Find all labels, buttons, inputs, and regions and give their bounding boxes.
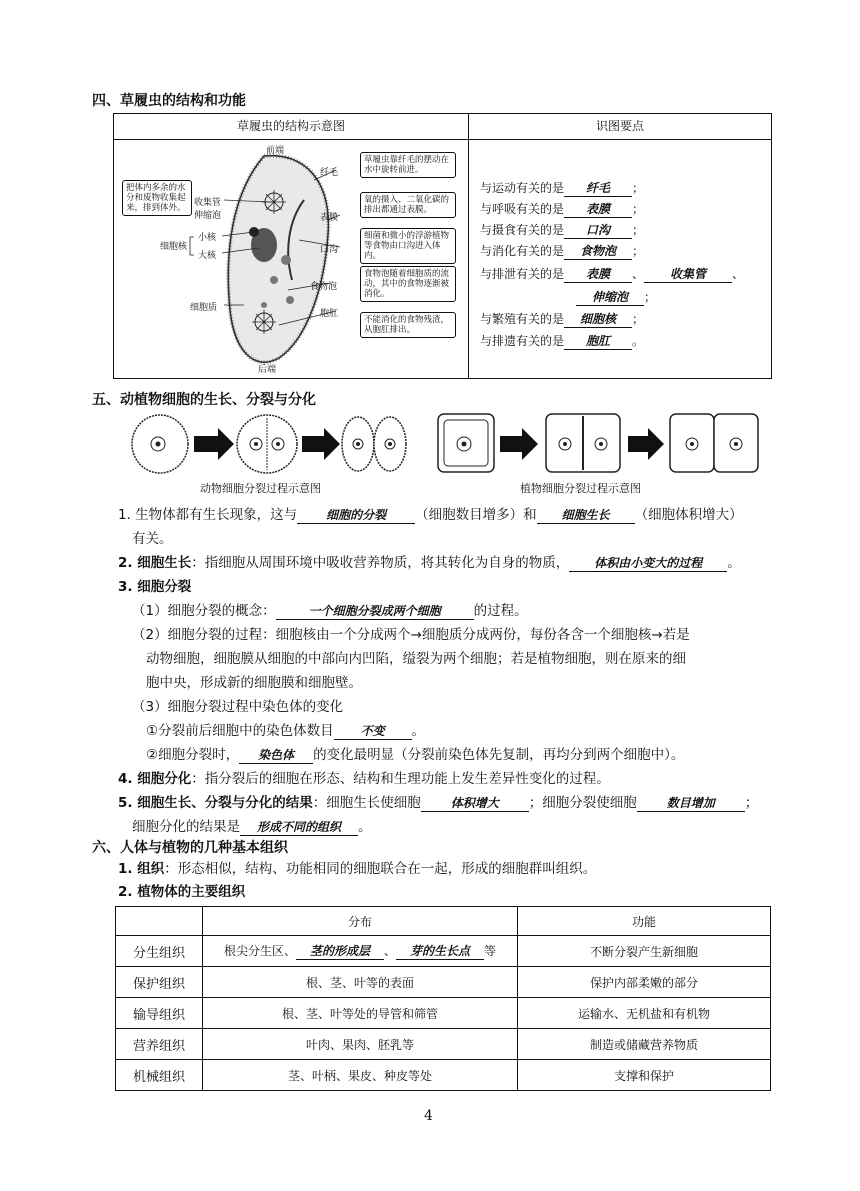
paramecium-diagram xyxy=(114,140,468,378)
paragraph-5b: 细胞分化的结果是 形成不同的组织 。 xyxy=(132,819,372,835)
point-row: 与排泄有关的是 表膜 、 收集管 、 xyxy=(480,267,745,281)
macronucleus-label: 大核 xyxy=(198,251,217,261)
anal-note: 不能消化的食物残渣，从胞肛排出。 xyxy=(360,312,456,338)
collecting-tube-label: 收集管 xyxy=(194,198,222,208)
answer-blank: 食物泡 xyxy=(564,243,632,260)
paragraph-3: 3. 细胞分裂 xyxy=(118,579,192,595)
micronucleus-label: 小核 xyxy=(198,233,217,243)
back-label: 后端 xyxy=(258,365,277,375)
diagram-header: 草履虫的结构示意图 xyxy=(114,114,468,140)
table-header-row: 分布 功能 xyxy=(116,907,771,936)
table-row: 保护组织 根、茎、叶等的表面 保护内部柔嫩的部分 xyxy=(116,967,771,998)
oral-label: 口沟 xyxy=(320,245,339,255)
paragraph-1: 1. 生物体都有生长现象，这与 细胞的分裂 （细胞数目增多）和 细胞生长 （细胞体积增大） xyxy=(118,507,743,523)
table-row: 输导组织 根、茎、叶等处的导管和筛管 运输水、无机盐和有机物 xyxy=(116,998,771,1029)
membrane-note: 氧的摄入、二氧化碳的排出都通过表膜。 xyxy=(360,192,456,218)
point-row: 伸缩泡 ； xyxy=(576,288,656,306)
plant-caption: 植物细胞分裂过程示意图 xyxy=(520,482,641,495)
anal-label: 胞肛 xyxy=(320,309,339,319)
point-row: 与消化有关的是 食物泡 ； xyxy=(480,244,645,258)
point-row: 与排遗有关的是 胞肛 。 xyxy=(480,334,645,348)
answer-blank: 纤毛 xyxy=(564,180,632,197)
section-5-title: 五、动植物细胞的生长、分裂与分化 xyxy=(92,392,316,408)
membrane-label: 表膜 xyxy=(320,213,339,223)
nucleus-label: 细胞核 xyxy=(160,242,188,252)
paragraph-3-2a: （2）细胞分裂的过程：细胞核由一个分成两个→细胞质分成两份，每份各含一个细胞核→若是 xyxy=(132,627,690,643)
answer-blank: 表膜 xyxy=(564,201,632,218)
page-number: 4 xyxy=(424,1108,433,1124)
answer-blank: 伸缩泡 xyxy=(576,289,644,306)
point-row: 与繁殖有关的是 细胞核 ； xyxy=(480,312,645,326)
paragraph-3-1: （1）细胞分裂的概念： 一个细胞分裂成两个细胞 的过程。 xyxy=(132,603,528,619)
contractile-vacuole-note: 把体内多余的水分和废物收集起来，排到体外。 xyxy=(122,180,192,216)
answer-blank: 胞肛 xyxy=(564,333,632,350)
table-row: 机械组织 茎、叶柄、果皮、种皮等处 支撑和保护 xyxy=(116,1060,771,1091)
points-header: 识图要点 xyxy=(469,114,771,140)
paragraph-3-2c: 胞中央，形成新的细胞膜和细胞壁。 xyxy=(146,675,362,691)
answer-blank: 口沟 xyxy=(564,222,632,239)
paragraph-6-2: 2. 植物体的主要组织 xyxy=(118,884,246,900)
paragraph-1b: 有关。 xyxy=(132,531,173,547)
paragraph-3-3-2: ②细胞分裂时， 染色体 的变化最明显（分裂前染色体先复制，再均分到两个细胞中）。 xyxy=(146,747,685,763)
food-label: 食物泡 xyxy=(310,282,338,292)
section-4-title: 四、草履虫的结构和功能 xyxy=(92,93,246,109)
paragraph-5: 5. 细胞生长、分裂与分化的结果：细胞生长使细胞 体积增大 ；细胞分裂使细胞 数目增加 ； xyxy=(118,795,759,811)
paramecium-table xyxy=(113,113,772,379)
animal-caption: 动物细胞分裂过程示意图 xyxy=(200,482,321,495)
tissue-table xyxy=(115,906,771,1091)
paragraph-4: 4. 细胞分化：指分裂后的细胞在形态、结构和生理功能上发生差异性变化的过程。 xyxy=(118,771,610,787)
cytoplasm-label: 细胞质 xyxy=(190,303,218,313)
cilia-label: 纤毛 xyxy=(320,168,339,178)
front-label: 前端 xyxy=(266,146,285,156)
answer-blank: 细胞核 xyxy=(564,311,632,328)
contractile-vacuole-label: 伸缩泡 xyxy=(194,211,222,221)
paragraph-3-2b: 动物细胞，细胞膜从细胞的中部向内凹陷，缢裂为两个细胞；若是植物细胞，则在原来的细 xyxy=(146,651,686,667)
point-row: 与摄食有关的是 口沟 ； xyxy=(480,223,645,237)
paragraph-3-3-1: ①分裂前后细胞中的染色体数目 不变 。 xyxy=(146,723,426,739)
answer-blank: 收集管 xyxy=(644,266,732,283)
paragraph-3-3: （3）细胞分裂过程中染色体的变化 xyxy=(132,699,344,715)
cilia-note: 草履虫靠纤毛的摆动在水中旋转前进。 xyxy=(360,152,456,178)
cell-division-figures xyxy=(128,410,768,478)
table-row: 营养组织 叶肉、果肉、胚乳等 制造或储藏营养物质 xyxy=(116,1029,771,1060)
paragraph-2: 2. 细胞生长：指细胞从周围环境中吸收营养物质，将其转化为自身的物质， 体积由小变大的过程 。 xyxy=(118,555,741,571)
diagram-cell xyxy=(114,114,469,379)
answer-blank: 表膜 xyxy=(564,266,632,283)
paragraph-6-1: 1. 组织：形态相似，结构、功能相同的细胞联合在一起，形成的细胞群叫组织。 xyxy=(118,861,597,877)
food-note: 食物泡随着细胞质的流动，其中的食物逐渐被消化。 xyxy=(360,266,456,302)
table-row: 分生组织 根尖分生区、 茎的形成层 、 芽的生长点 等 不断分裂产生新细胞 xyxy=(116,936,771,967)
point-row: 与运动有关的是 纤毛 ； xyxy=(480,181,645,195)
oral-note: 细菌和微小的浮游植物等食物由口沟进入体内。 xyxy=(360,228,456,264)
section-6-title: 六、人体与植物的几种基本组织 xyxy=(92,840,288,856)
point-row: 与呼吸有关的是 表膜 ； xyxy=(480,202,645,216)
